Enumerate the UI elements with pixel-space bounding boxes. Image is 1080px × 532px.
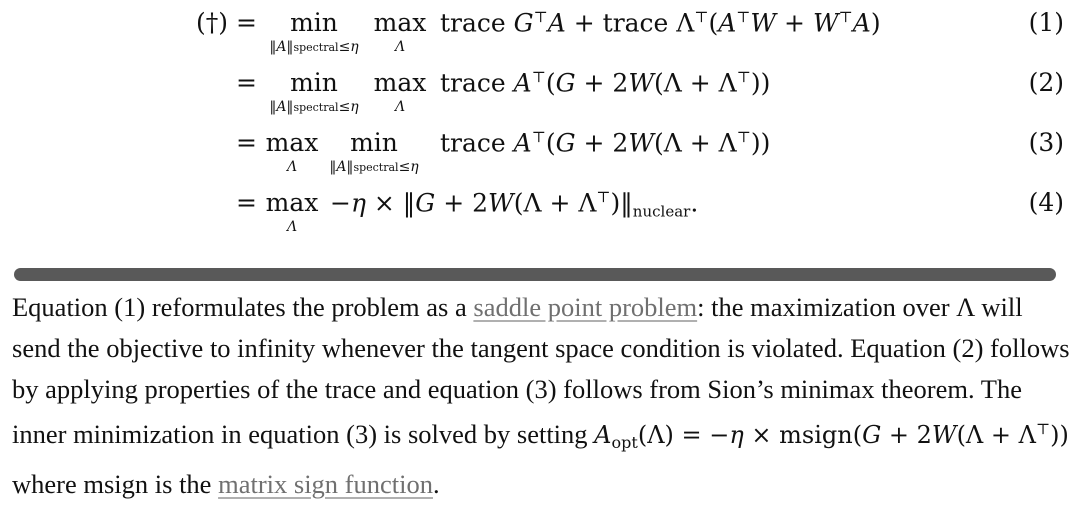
- link-saddle-point-problem[interactable]: saddle point problem: [473, 292, 698, 322]
- paragraph-text: .: [433, 469, 440, 500]
- equation-number: (2): [1028, 68, 1064, 97]
- equation-expression: −η × ‖G + $2W(\Lambda + \Lambda^⊤)‖_{nuclear}$.: [330, 188, 699, 221]
- equation-number: (4): [1028, 188, 1064, 217]
- equation-expression: trace A⊤(G + 2W(Λ + Λ⊤)): [440, 128, 771, 158]
- equation-expression: trace G⊤A + trace Λ⊤(A⊤W + W⊤A): [440, 8, 881, 38]
- max-operator: max Λ: [373, 68, 427, 115]
- paragraph-text: : the maximization over Λ will send the objective to infinity whenever the tangent space condition is violated. Equation (2) follows by applying properties of the trace and equation (3) follows from Sion’s minimax theorem. The inner minimization in equation (3) is solved by setting: [12, 292, 1070, 450]
- max-operator: max Λ: [373, 8, 427, 55]
- equation-block: [0, 0, 1080, 262]
- paragraph-text: Equation (1) reformulates the problem as a: [12, 292, 474, 322]
- link-matrix-sign-function[interactable]: matrix sign function: [218, 469, 433, 500]
- equation-lhs: =: [236, 188, 257, 217]
- equation-lhs: =: [236, 68, 257, 97]
- equation-row-2: [0, 60, 1080, 120]
- horizontal-scrollbar[interactable]: [14, 268, 1056, 281]
- body-paragraph: [12, 287, 1072, 505]
- equation-number: (1): [1028, 8, 1064, 37]
- min-operator: min ‖A‖spectral≤η: [269, 68, 359, 115]
- min-operator: min ‖A‖spectral≤η: [269, 8, 359, 55]
- inline-math: $A_{opt}(\Lambda) = -\eta$ × msign(G + 2W(Λ + Λ⊤)): [594, 420, 1069, 453]
- equation-lhs: (†) =: [196, 8, 257, 37]
- equation-number: (3): [1028, 128, 1064, 157]
- equation-expression: trace A⊤(G + 2W(Λ + Λ⊤)): [440, 68, 771, 98]
- equation-row-4: [0, 180, 1080, 240]
- max-operator: max Λ: [265, 188, 319, 235]
- equation-row-1: [0, 0, 1080, 60]
- paragraph-text: where msign is the: [12, 469, 219, 500]
- equation-lhs: =: [236, 128, 257, 157]
- min-operator: min ‖A‖spectral≤η: [329, 128, 419, 175]
- max-operator: max Λ: [265, 128, 319, 175]
- equation-row-3: [0, 120, 1080, 180]
